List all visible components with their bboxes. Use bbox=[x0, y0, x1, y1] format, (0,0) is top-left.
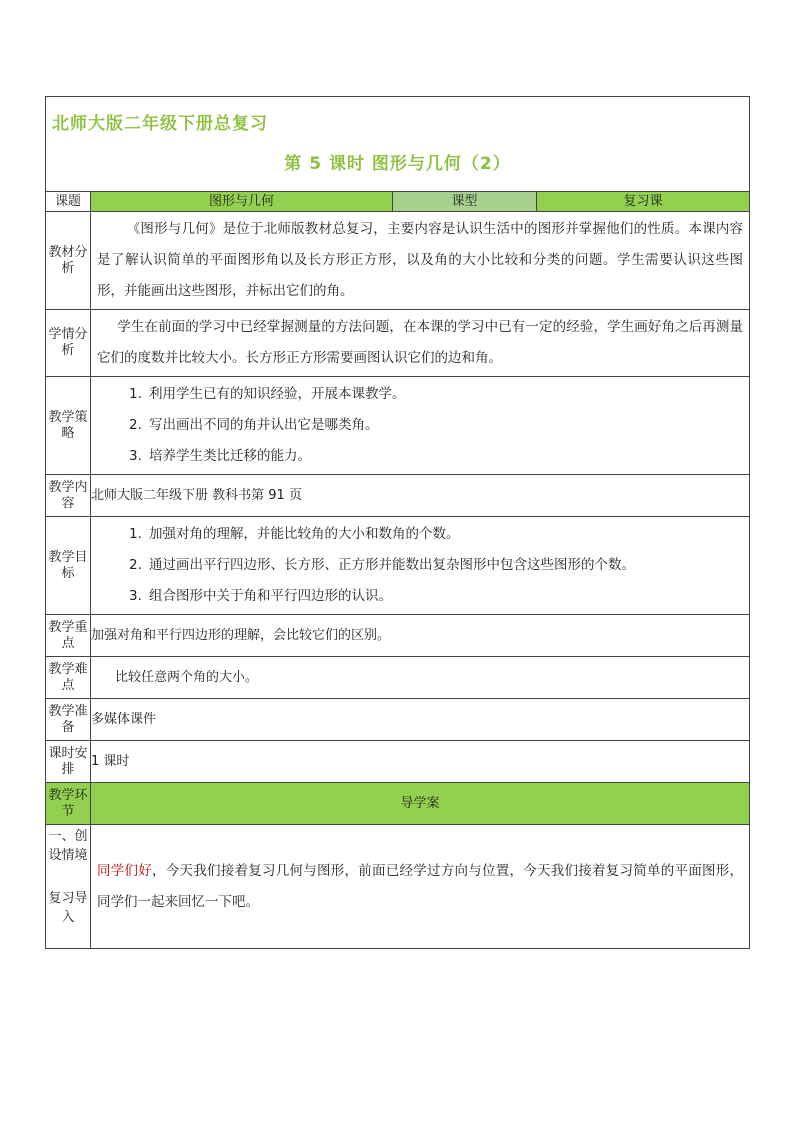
stage-value: 导学案 bbox=[91, 783, 750, 825]
row-strategy bbox=[46, 377, 750, 475]
section1-body: ，今天我们接着复习几何与图形，前面已经学过方向与位置，今天我们接着复习简单的平面图形，同学们一起来回忆一下吧。 bbox=[97, 862, 743, 910]
row-goals bbox=[46, 517, 750, 615]
key-points-text: 加强对角和平行四边形的理解，会比较它们的区别。 bbox=[91, 615, 750, 657]
row-label: 教学策略 bbox=[46, 377, 91, 475]
lesson-subtitle: 第 5 课时 图形与几何（2） bbox=[284, 154, 511, 174]
header-cell bbox=[46, 97, 750, 192]
student-analysis-text: 学生在前面的学习中已经掌握测量的方法问题，在本课的学习中已有一定的经验，学生画好角之后再测量它们的度数并比较大小。长方形正方形需要画图认识它们的边和角。 bbox=[97, 319, 743, 366]
difficulties-text: 比较任意两个角的大小。 bbox=[91, 657, 750, 699]
row-textbook-analysis bbox=[46, 212, 750, 310]
list-item: 1. 加强对角的理解，并能比较角的大小和数角的个数。 bbox=[129, 526, 460, 542]
document-title: 北师大版二年级下册总复习 bbox=[52, 114, 268, 134]
type-label: 课型 bbox=[393, 192, 537, 212]
row-difficulties bbox=[46, 657, 750, 699]
row-label: 教学难点 bbox=[46, 657, 91, 699]
preparation-text: 多媒体课件 bbox=[91, 699, 750, 741]
row-content bbox=[91, 517, 750, 615]
row-content bbox=[46, 475, 750, 517]
row-stage bbox=[46, 783, 750, 825]
row-preparation bbox=[46, 699, 750, 741]
list-item: 3. 组合图形中关于角和平行四边形的认识。 bbox=[129, 588, 392, 604]
row-content bbox=[91, 310, 750, 377]
row-key-points bbox=[46, 615, 750, 657]
lesson-plan-table bbox=[45, 96, 750, 949]
textbook-analysis-text: 《图形与几何》是位于北师版教材总复习，主要内容是认识生活中的图形并掌握他们的性质。本课内容是了解认识简单的平面图形角以及长方形正方形，以及角的大小比较和分类的问题。学生需要认识这些图形，并能画出这些图形，并标出它们的角。 bbox=[97, 221, 743, 299]
row-label: 教学环节 bbox=[46, 783, 91, 825]
row-section1 bbox=[46, 825, 750, 949]
row-student-analysis bbox=[46, 310, 750, 377]
row-label: 课时安排 bbox=[46, 741, 91, 783]
row-content bbox=[91, 825, 750, 949]
row-content bbox=[91, 377, 750, 475]
row-label: 教学准备 bbox=[46, 699, 91, 741]
row-schedule bbox=[46, 741, 750, 783]
strategy-list bbox=[91, 377, 749, 474]
schedule-text: 1 课时 bbox=[91, 741, 750, 783]
row-label: 学情分析 bbox=[46, 310, 91, 377]
topic-value: 图形与几何 bbox=[91, 192, 393, 212]
list-item: 1. 利用学生已有的知识经验，开展本课教学。 bbox=[129, 386, 406, 402]
row-label: 教学重点 bbox=[46, 615, 91, 657]
content-text: 北师大版二年级下册 教科书第 91 页 bbox=[91, 475, 750, 517]
topic-label: 课题 bbox=[46, 192, 91, 212]
row-label bbox=[46, 825, 91, 949]
goals-list bbox=[91, 517, 749, 614]
row-label: 教材分析 bbox=[46, 212, 91, 310]
meta-row bbox=[46, 192, 750, 212]
row-label: 教学内容 bbox=[46, 475, 91, 517]
section1-text bbox=[91, 854, 749, 920]
lesson-plan-document bbox=[45, 96, 749, 949]
greeting-text: 同学们好 bbox=[97, 862, 152, 879]
section1-label-bottom: 复习导入 bbox=[48, 891, 88, 925]
list-item: 2. 通过画出平行四边形、长方形、正方形并能数出复杂图形中包含这些图形的个数。 bbox=[129, 557, 635, 573]
row-content bbox=[91, 212, 750, 310]
section1-label-top: 一、创设情境 bbox=[48, 829, 88, 863]
list-item: 3. 培养学生类比迁移的能力。 bbox=[129, 448, 311, 464]
row-label: 教学目标 bbox=[46, 517, 91, 615]
list-item: 2. 写出画出不同的角并认出它是哪类角。 bbox=[129, 417, 379, 433]
type-value: 复习课 bbox=[537, 192, 750, 212]
